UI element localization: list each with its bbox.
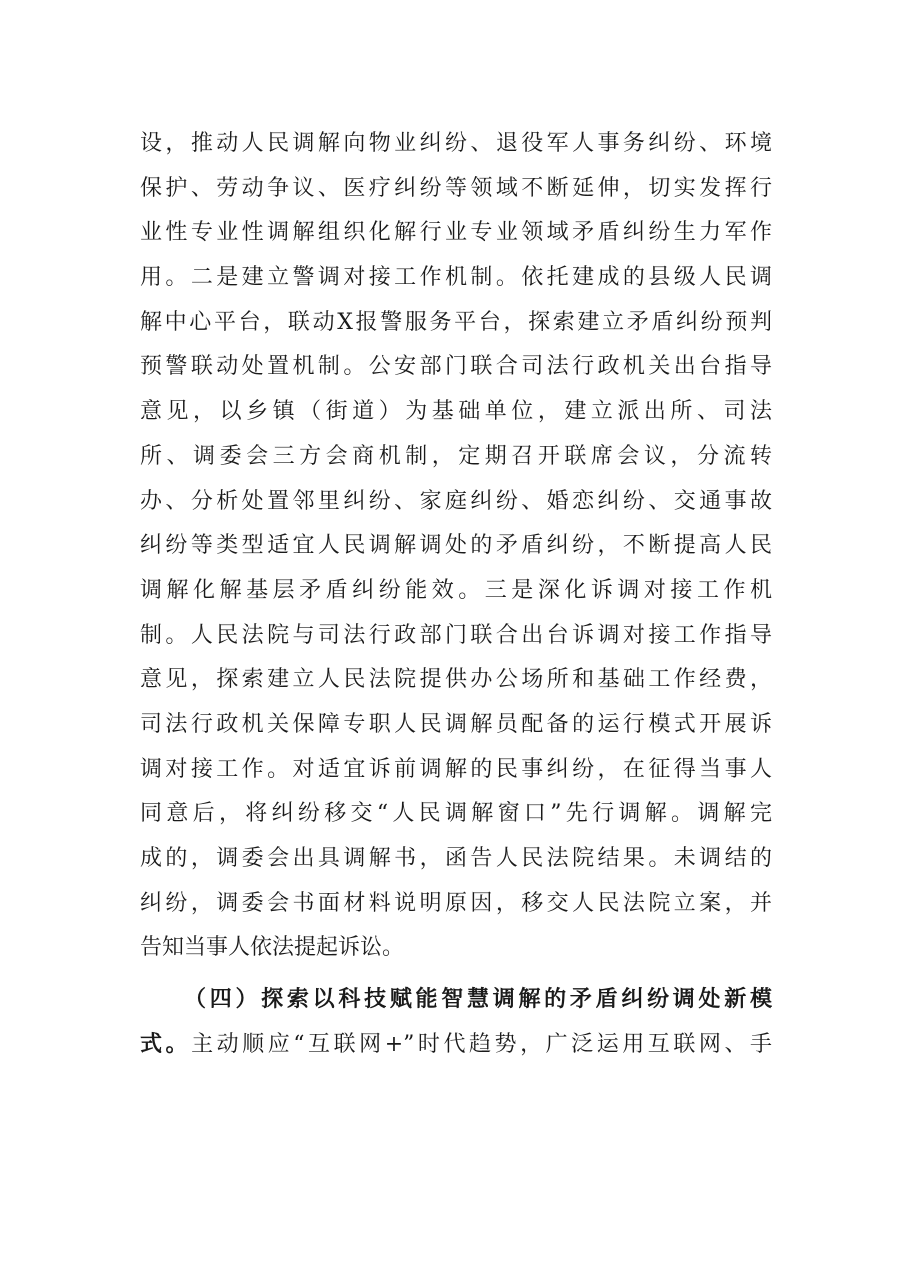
text-run: 主动顺应“互联网+”时代趋势，广泛运用互联网、手 (191, 1031, 772, 1057)
text-line: 用。二是建立警调对接工作机制。依托建成的县级人民调 (140, 265, 772, 291)
text-line: 制。人民法院与司法行政部门联合出台诉调对接工作指导 (140, 622, 772, 648)
text-line: 办、分析处置邻里纠纷、家庭纠纷、婚恋纠纷、交通事故 (140, 488, 772, 514)
paragraph-2 (140, 977, 772, 1066)
section-heading-end: 式。 (140, 1030, 192, 1057)
section-heading: （四）探索以科技赋能智慧调解的矛盾纠纷调处新模 (184, 986, 772, 1013)
text-line: 调解化解基层矛盾纠纷能效。三是深化诉调对接工作机 (140, 577, 772, 603)
text-line: 设，推动人民调解向物业纠纷、退役军人事务纠纷、环境 (140, 131, 772, 156)
text-line: 预警联动处置机制。公安部门联合司法行政机关出台指导 (140, 354, 772, 380)
text-line (140, 1022, 772, 1067)
text-line: 纠纷，调委会书面材料说明原因，移交人民法院立案，并 (140, 890, 772, 916)
text-line: 告知当事人依法提起诉讼。 (140, 935, 405, 961)
text-line: 同意后，将纠纷移交“人民调解窗口”先行调解。调解完 (140, 801, 772, 827)
text-line: 成的，调委会出具调解书，函告人民法院结果。未调结的 (140, 846, 772, 871)
text-line: 司法行政机关保障专职人民调解员配备的运行模式开展诉 (140, 711, 772, 737)
text-line: 纠纷等类型适宜人民调解调处的矛盾纠纷，不断提高人民 (140, 533, 772, 559)
text-line: 意见，探索建立人民法院提供办公场所和基础工作经费， (140, 667, 772, 693)
text-line: 解中心平台，联动X报警服务平台，探索建立矛盾纠纷预判 (140, 309, 772, 335)
paragraph-1 (140, 122, 772, 971)
text-line: 所、调委会三方会商机制，定期召开联席会议，分流转 (140, 443, 772, 469)
text-line: 调对接工作。对适宜诉前调解的民事纠纷，在征得当事人 (140, 756, 772, 782)
text-line: 保护、劳动争议、医疗纠纷等领域不断延伸，切实发挥行 (140, 175, 772, 201)
text-line: 意见，以乡镇（街道）为基础单位，建立派出所、司法 (140, 399, 772, 425)
document-body (140, 122, 772, 1066)
text-line: 业性专业性调解组织化解行业专业领域矛盾纠纷生力军作 (140, 220, 772, 246)
